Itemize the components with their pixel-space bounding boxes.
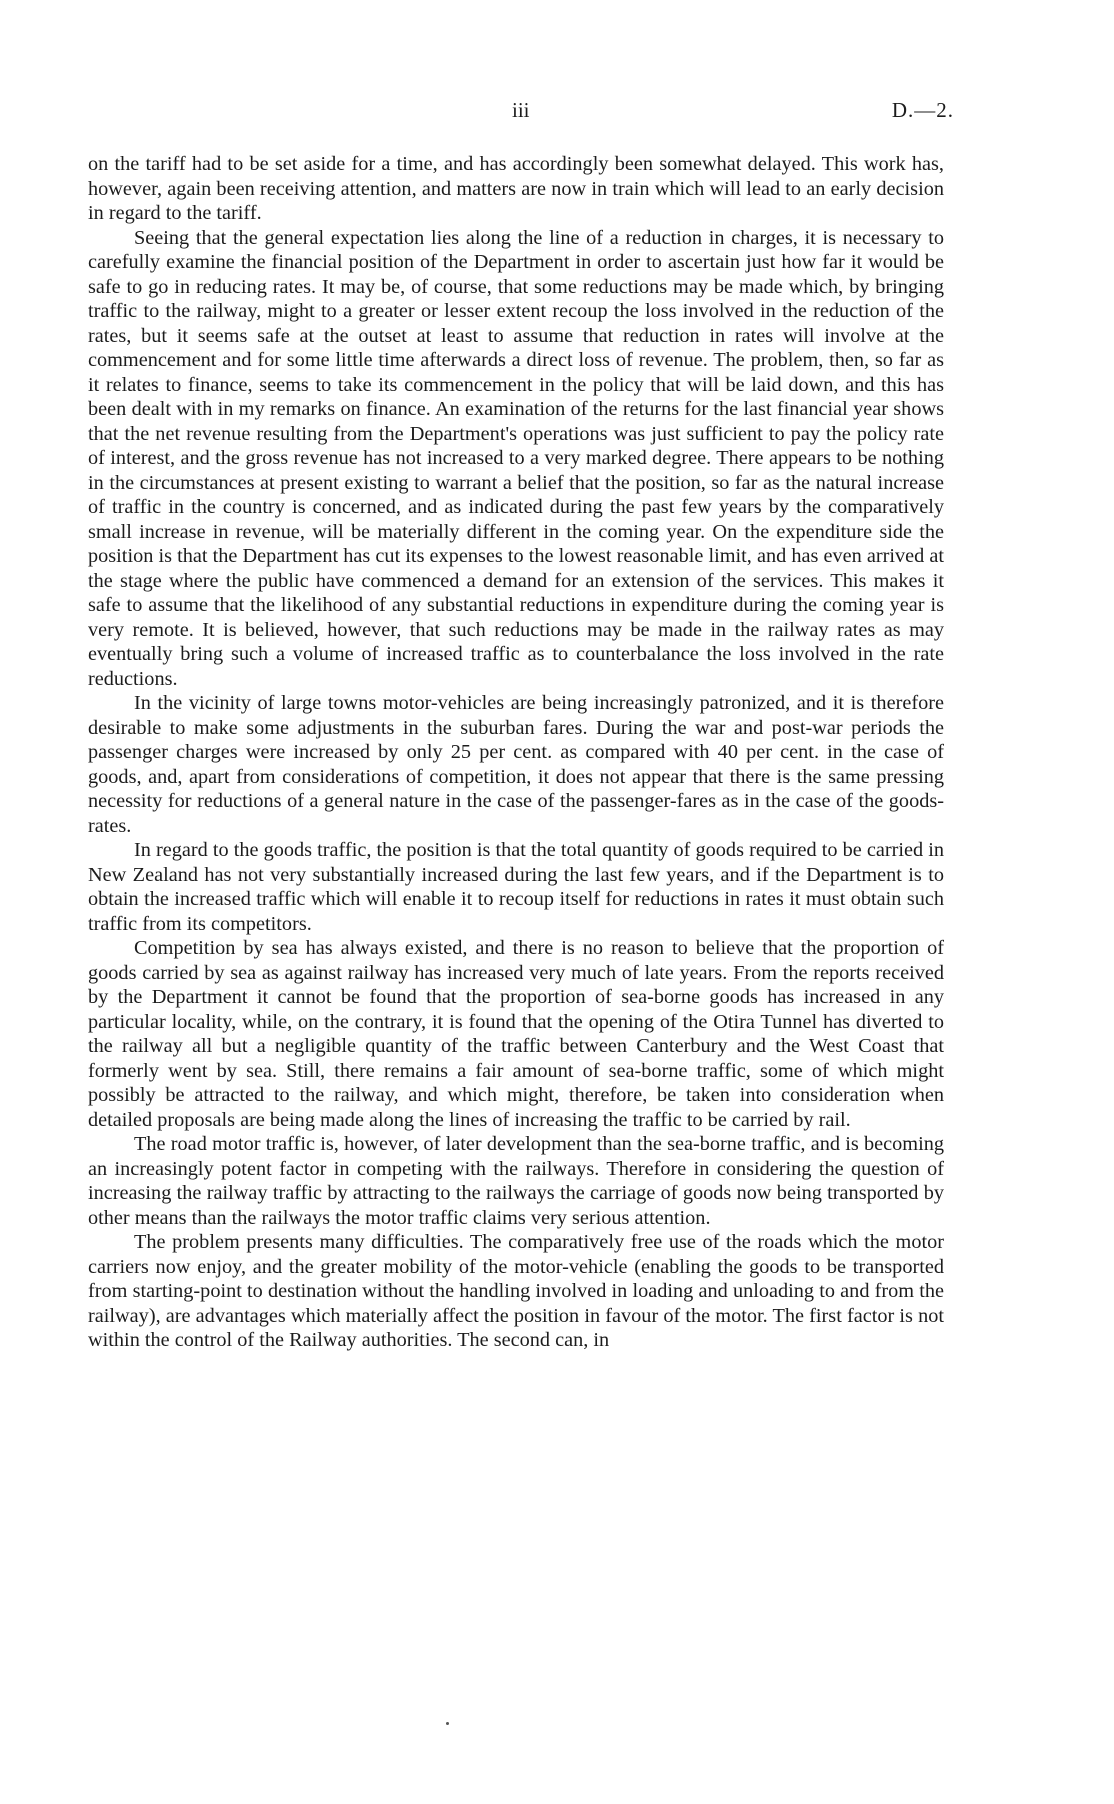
- document-reference: D.—2.: [891, 98, 954, 122]
- body-text: [88, 152, 944, 1353]
- page-number: iii: [512, 98, 530, 122]
- ink-speck: [446, 1722, 449, 1725]
- paragraph-goods-traffic: In regard to the goods traffic, the position is that the total quantity of goods required to be carried in New Zealand has not very substantially increased during the last few years, and if the Department is to obtain the increased traffic which will enable it to recoup itself for reductions in rates it must obtain such traffic from its competitors.: [88, 839, 944, 935]
- paragraph-continued: on the tariff had to be set aside for a time, and has accordingly been somewhat delayed. This work has, however, again been receiving attention, and matters are now in train which will lead to an early decision in regard to the tariff.: [88, 153, 944, 224]
- paragraph-road-motor-traffic: The road motor traffic is, however, of later development than the sea-borne traffic, and is becoming an increasingly potent factor in competing with the railways. Therefore in considering the question of increasing the railway traffic by attracting to the railways the carriage of goods now being transported by other means than the railways the motor traffic claims very serious attention.: [88, 1133, 944, 1229]
- paragraph-sea-competition: Competition by sea has always existed, and there is no reason to believe that the proportion of goods carried by sea as against railway has increased very much of late years. From the reports received by the Department it cannot be found that the proportion of sea-borne goods has increased in any particular locality, while, on the contrary, it is found that the opening of the Otira Tunnel has diverted to the railway all but a negligible quantity of the traffic between Canterbury and the West Coast that formerly went by sea. Still, there remains a fair amount of sea-borne traffic, some of which might possibly be attracted to the railway, and which might, therefore, be taken into consideration when detailed proposals are being made along the lines of increasing the traffic to be carried by rail.: [88, 937, 944, 1131]
- paragraph-problem-difficulties: The problem presents many difficulties. The comparatively free use of the roads which the motor carriers now enjoy, and the greater mobility of the motor-vehicle (enabling the goods to be transported from starting-point to destination without the handling involved in loading and unloading to and from the railway), are advantages which materially affect the position in favour of the motor. The first factor is not within the control of the Railway authorities. The second can, in: [88, 1231, 944, 1351]
- paragraph-financial-position: Seeing that the general expectation lies along the line of a reduction in charges, it is necessary to carefully examine the financial position of the Department in order to ascertain just how far it would be safe to go in reducing rates. It may be, of course, that some reductions may be made which, by bringing traffic to the railway, might to a greater or lesser extent recoup the loss involved in the reduction of the rates, but it seems safe at the outset at least to assume that reduction in rates will involve at the commencement and for some little time afterwards a direct loss of revenue. The problem, then, so far as it relates to finance, seems to take its commencement in the policy that will be laid down, and this has been dealt with in my remarks on finance. An examination of the returns for the last financial year shows that the net revenue resulting from the Department's operations was just sufficient to pay the policy rate of interest, and the gross revenue has not increased to a very marked degree. There appears to be nothing in the circumstances at present existing to warrant a belief that the position, so far as the natural increase of traffic in the country is concerned, and as indicated during the past few years by the comparatively small increase in revenue, will be materially different in the coming year. On the expenditure side the position is that the Department has cut its expenses to the lowest reasonable limit, and has even arrived at the stage where the public have commenced a demand for an extension of the services. This makes it safe to assume that the likelihood of any substantial reductions in expenditure during the coming year is very remote. It is believed, however, that such reductions may be made in the railway rates as may eventually bring such a volume of increased traffic as to counterbalance the loss involved in the rate reductions.: [88, 226, 944, 690]
- page-header: [0, 98, 1114, 128]
- paragraph-suburban-fares: In the vicinity of large towns motor-vehicles are being increasingly patronized, and it is therefore desirable to make some adjustments in the suburban fares. During the war and post-war periods the passenger charges were increased by only 25 per cent. as compared with 40 per cent. in the case of goods, and, apart from considerations of competition, it does not appear that there is the same pressing necessity for reductions of a general nature in the case of the passenger-fares as in the case of the goods-rates.: [88, 692, 944, 837]
